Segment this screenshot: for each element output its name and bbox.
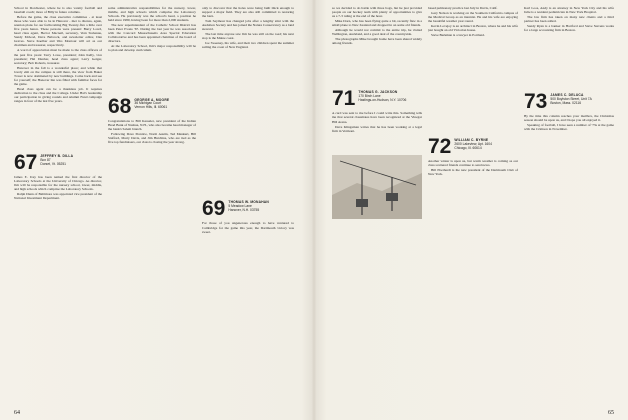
paragraph: Another winter is upon us, but warm weather is coming as our class scattered friends continue to send news. — [428, 159, 518, 168]
paragraph: Mike Dorn, who has been flying quite a bit, recently flew in a small plane to New Zealand and dropped in on some old friends. — [332, 19, 422, 28]
class-year-number: 68 — [108, 96, 132, 116]
secretary-name: JAMES C. DELUCA — [550, 93, 584, 98]
paragraph: Bill Eberhardt is the new president of the Dartmouth Club of New York. — [428, 168, 518, 177]
left-column-2 — [108, 6, 196, 406]
paragraph: By the time this column reaches your mailbox, the Christmas season should be upon us, and I hope you all enjoyed it. — [524, 114, 614, 123]
paragraph: Joe Sweeney, his wife, and their two children spent the summer sailing the coast of New England. — [202, 41, 294, 50]
paragraph: Karl Loos, Andy is an attorney in New York City and his wife Julie is a resident pediatrician in New York Hospital. — [524, 6, 614, 15]
paragraph: Congratulations to Bill Kesseler, new president of the Indian Head Bank of Nashua, N.H., who also became head manager of the bank's Salem branch. — [108, 118, 196, 131]
paragraph: At the Laboratory School, Jim's major responsibility will be to plan and develop curriculum. — [108, 44, 196, 53]
secretary-name: JEFFREY B. DILLA — [40, 154, 74, 159]
class-year-number: 71 — [332, 89, 356, 109]
paragraph: Before the game, the class executive committee - at least those who were able to be in Hanover - met to discuss, again, reunion plans for our forthcoming Big Twenty-five a little over five years hence. These persons were present: Barry Lowd, head class agent, Hector Macneil, secretary, Vern Stabenau, Sandy Mcleod, Dave Babcock, and newsletter editor, Dan Graves. Steve Kaelber and Wes Montour will act as our chairman and treasurer, respectively. — [14, 15, 102, 48]
paragraph: Head class agent can be a thankless job. It requires dedication to the class and the College. Under Hal's leadership our participation in giving rounds and Alumni Fund campaign ranges in four of the last five years. — [14, 86, 102, 104]
secretary-address-line: Boston, Mass. 02116 — [550, 101, 582, 106]
ski-lift-photo — [332, 155, 422, 219]
paragraph: based pulmonary practice last July in Davis, Calif. — [428, 6, 498, 10]
paragraph: only to discover that the holes were being built thick enough to support a major field. They are also still committed to restoring the barn. — [202, 6, 294, 19]
paragraph: Gary Nelson is working on the Southern California campus of the Medical Group as an internist. He and his wife are enjoying the beautiful weather year round. — [428, 11, 518, 24]
secretary-address-line: Vernon Hills, Ill. 60061 — [134, 105, 168, 110]
paragraph: A word of appreciation must be made to the class officers of the past five years: Terry Lowe, president; John Kelly, vice president; Hal Dunbar, head class agent; Larry Geiger, secretary; Bob Roberts, treasurer. — [14, 48, 102, 65]
paragraph: Steve Berkman is a lawyer in Portland. — [431, 33, 485, 38]
right-page — [316, 0, 628, 420]
page-number: 65 — [608, 410, 614, 416]
paragraph: The photographs Mike brought home have been shared widely among friends. — [332, 37, 422, 46]
paragraph: Ralph Dunn of Baltimore was appointed vice president of the National Investment Department. — [14, 192, 102, 201]
class-entry-73 — [524, 92, 614, 111]
right-column-2 — [428, 6, 518, 406]
class-entry-72 — [428, 137, 518, 156]
paragraph: Although he would not commit to the entire trip, he visited Wellington, Auckland, and a good deal of the countryside. — [332, 28, 422, 37]
secretary-address-line: 2600 Lakeview, Apt. 1604 — [454, 142, 492, 147]
paragraph: Speaking of football, I have seen a number of '73s at the game with the Crimson in November. — [524, 123, 614, 132]
secretary-address-line: Hastings-on-Hudson, N.Y. 10706 — [358, 98, 407, 103]
left-column-1 — [14, 6, 102, 406]
paragraph: Dave Klingaman writes that he has been working at a legal firm in Vermont. — [332, 124, 422, 133]
paragraph: For those of you ungenerous enough to have ventured to Cambridge for the game this year, the Dartmouth victory was sweet. — [202, 221, 294, 234]
paragraph: Tom Seymour has changed jobs after a lengthy stint with the Audubon Society and has joined the Nature Conservancy as a land steward. — [202, 19, 294, 32]
secretary-name: WILLIAM C. BYRNE — [454, 138, 489, 143]
paragraph: Kevin Lovejoy is an architect in Boston, where he and his wife just bought an old Victorian house. — [428, 24, 518, 33]
class-year-number: 69 — [202, 199, 226, 219]
paragraph: School in Dorchester, where he is also varsity football and baseball coach; more of Billy in future columns. — [14, 6, 102, 15]
paragraph: Hanover in the fall is a wonderful place; and while that lovely elm on the campus is still there, the view from Baker Tower is now dominated by new buildings. Come back and see for yourself; the Hanover Inn was filled with familiar faces for the game. — [14, 65, 102, 86]
class-entry-71 — [332, 89, 422, 108]
right-column-1 — [332, 6, 422, 406]
class-year-number: 73 — [524, 92, 548, 112]
paragraph: The law firm has taken on many new clients and a third partner has been added. — [524, 15, 614, 24]
secretary-address-line: 5 Meadow Lane — [228, 204, 252, 209]
class-entry-68 — [108, 97, 196, 116]
class-entry-67 — [14, 153, 102, 172]
secretary-address-line: 170 Birch Lane — [358, 94, 381, 99]
secretary-name: THOMAS W. MONAHAN — [228, 200, 269, 205]
paragraph: so we decided to do battle with three bogs, but he just provided people on our hockey team with plenty of opportunities to give us a 7-3 ruling at the end of the hour. — [332, 6, 422, 19]
paragraph: The new superintendent of the Catholic School District has been Peter Evans '67. During the last year he was associated with the Concord Massachusetts Area Special Education Collaborative and has been appointed chairman of the board of directors. — [108, 23, 196, 44]
paragraph: James E. Ivey has been named the first director of the Laboratory Schools at the University of Chicago. As director, Jim will be responsible for the nursery school, lower, middle, and high schools which comprise the Laboratory Schools. — [14, 175, 102, 192]
right-column-3 — [524, 6, 614, 406]
page-number: 64 — [14, 410, 20, 416]
secretary-address-line: Dorset, Vt. 05251 — [40, 161, 67, 166]
class-entry-69 — [202, 199, 294, 218]
photo-illustration — [332, 155, 422, 219]
secretary-name: THOMAS G. JACKSON — [358, 90, 398, 95]
secretary-name: GEORGE A. MOORE — [134, 97, 170, 102]
secretary-address-line: 36 Michigan Court — [134, 101, 162, 106]
paragraph: Following Dave Prentice, Norm Austin, Ted Mankuri, Bill Stafford, Marty Davis, and Jim Hutchins, who are tied as the five top fundraisers, our class is closing the year strong. — [108, 131, 196, 144]
secretary-address-line: 500 Boylston Street, Unit 7A — [550, 97, 592, 102]
class-year-number: 72 — [428, 137, 452, 157]
left-column-3 — [202, 6, 294, 406]
secretary-address-line: Hanover, N.H. 03755 — [228, 208, 260, 213]
paragraph: some administrative responsibilities for the nursery, lower, middle, and high schools which comprise the Laboratory Schools. He previously was the school's head, a position he held since 1980, having been for more than 2,000 students. — [108, 6, 196, 23]
secretary-address-line: Box 87 — [40, 157, 51, 162]
paragraph: A card was sent to me before I could write this. Something tells me that several classmates have been recognized at the Vinegar Hill Arena. — [332, 111, 422, 124]
secretary-address-line: Chicago, Ill. 60614 — [454, 146, 482, 151]
paragraph: Sandy Ryan is a banker in Hartford and Steve Stevens works for a large accounting firm in Boston. — [524, 24, 614, 33]
class-year-number: 67 — [14, 153, 38, 173]
left-page — [0, 0, 312, 420]
paragraph: The last time anyone saw Jim he was still on the road; his next stop is the Maine coast. — [202, 32, 294, 41]
